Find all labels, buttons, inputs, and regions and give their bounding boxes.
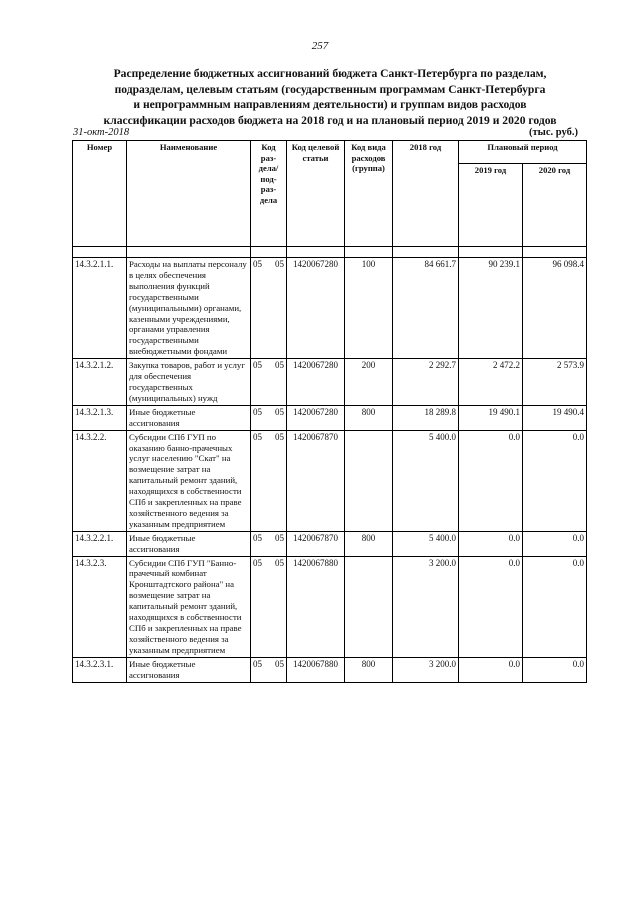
row-value-2018: 5 400.0 — [393, 531, 459, 556]
table-row — [73, 556, 587, 657]
row-target-code: 1420067870 — [287, 430, 345, 531]
row-number: 14.3.2.3.1. — [73, 657, 127, 682]
row-value-2019: 19 490.1 — [459, 405, 523, 430]
table-row — [73, 430, 587, 531]
row-value-2020: 0.0 — [523, 430, 587, 531]
document-title — [70, 66, 590, 128]
row-target-code: 1420067880 — [287, 556, 345, 657]
row-section: 05 — [253, 658, 262, 669]
row-section-code — [251, 258, 287, 359]
row-expense-kind: 800 — [345, 657, 393, 682]
title-line: Распределение бюджетных ассигнований бюджета Санкт-Петербурга по разделам, — [113, 67, 547, 80]
row-value-2019: 0.0 — [459, 657, 523, 682]
table-row — [73, 258, 587, 359]
table-row — [73, 657, 587, 682]
document-date: 31-окт-2018 — [73, 127, 130, 138]
row-target-code: 1420067870 — [287, 531, 345, 556]
row-number: 14.3.2.3. — [73, 556, 127, 657]
row-section: 05 — [253, 557, 262, 568]
header-section-code: Код раз-дела/ под-раз-дела — [251, 141, 287, 247]
row-value-2018: 18 289.8 — [393, 405, 459, 430]
title-line: и непрограммным направлениям деятельности) и группам видов расходов — [133, 98, 527, 111]
row-target-code: 1420067280 — [287, 258, 345, 359]
row-value-2020: 2 573.9 — [523, 359, 587, 406]
row-name: Субсидии СПб ГУП "Банно-прачечный комбинат Кронштадтского района" на возмещение затрат на капитальный ремонт зданий, находящихся в собственности СПб и закрепленных на праве хозяйственного ведения за указанным предприятием — [127, 556, 251, 657]
row-value-2020: 19 490.4 — [523, 405, 587, 430]
row-expense-kind — [345, 556, 393, 657]
row-section: 05 — [253, 406, 262, 417]
title-line: подразделам, целевым статьям (государственным программам Санкт-Петербурга — [114, 82, 546, 96]
row-name: Иные бюджетные ассигнования — [127, 531, 251, 556]
row-expense-kind: 800 — [345, 531, 393, 556]
row-name: Иные бюджетные ассигнования — [127, 657, 251, 682]
row-section-code — [251, 556, 287, 657]
row-section-code — [251, 405, 287, 430]
header-name: Наименование — [127, 141, 251, 247]
spacer-row — [73, 247, 587, 258]
row-number: 14.3.2.2. — [73, 430, 127, 531]
row-name: Расходы на выплаты персоналу в целях обеспечения выполнения функций государственными (муниципальными) органами, казенными учреждениями, органами управления государственными внебюджетными фондами — [127, 258, 251, 359]
row-subsection: 05 — [275, 532, 284, 543]
row-expense-kind — [345, 430, 393, 531]
row-value-2019: 0.0 — [459, 556, 523, 657]
header-2018: 2018 год — [393, 141, 459, 247]
header-number: Номер — [73, 141, 127, 247]
row-value-2019: 2 472.2 — [459, 359, 523, 406]
header-target-code: Код целевой статьи — [287, 141, 345, 247]
header-2019: 2019 год — [459, 164, 523, 247]
row-value-2019: 90 239.1 — [459, 258, 523, 359]
row-expense-kind: 100 — [345, 258, 393, 359]
budget-table — [72, 140, 587, 683]
title-line: классификации расходов бюджета на 2018 год и на плановый период 2019 и 2020 годов — [103, 113, 557, 127]
table-row — [73, 359, 587, 406]
row-value-2018: 5 400.0 — [393, 430, 459, 531]
row-value-2019: 0.0 — [459, 531, 523, 556]
row-value-2018: 3 200.0 — [393, 657, 459, 682]
row-section: 05 — [253, 532, 262, 543]
header-2020: 2020 год — [523, 164, 587, 247]
row-section-code — [251, 430, 287, 531]
row-section-code — [251, 657, 287, 682]
row-subsection: 05 — [275, 431, 284, 442]
row-number: 14.3.2.1.3. — [73, 405, 127, 430]
table-row — [73, 531, 587, 556]
row-target-code: 1420067880 — [287, 657, 345, 682]
row-target-code: 1420067280 — [287, 405, 345, 430]
page-number: 257 — [311, 40, 329, 52]
row-expense-kind: 200 — [345, 359, 393, 406]
units-label: (тыс. руб.) — [529, 127, 578, 138]
row-expense-kind: 800 — [345, 405, 393, 430]
row-section: 05 — [253, 259, 262, 269]
row-section-code — [251, 531, 287, 556]
header-planned-period: Плановый период — [459, 141, 587, 164]
row-number: 14.3.2.1.1. — [73, 258, 127, 359]
row-name: Закупка товаров, работ и услуг для обеспечения государственных (муниципальных) нужд — [127, 359, 251, 406]
row-subsection: 05 — [275, 259, 284, 269]
row-value-2020: 0.0 — [523, 556, 587, 657]
row-value-2020: 0.0 — [523, 657, 587, 682]
row-value-2018: 3 200.0 — [393, 556, 459, 657]
header-expense-kind: Код вида расходов (группа) — [345, 141, 393, 247]
row-section: 05 — [253, 431, 262, 442]
row-value-2018: 84 661.7 — [393, 258, 459, 359]
row-value-2020: 0.0 — [523, 531, 587, 556]
row-subsection: 05 — [275, 557, 284, 568]
row-section: 05 — [253, 360, 262, 371]
row-subsection: 05 — [275, 658, 284, 669]
row-number: 14.3.2.2.1. — [73, 531, 127, 556]
row-target-code: 1420067280 — [287, 359, 345, 406]
row-name: Субсидии СПб ГУП по оказанию банно-прачечных услуг населению "Скат" на возмещение затрат на капитальный ремонт зданий, находящихся в собственности СПб и закрепленных на праве хозяйственного ведения за указанным предприятием — [127, 430, 251, 531]
table-row — [73, 405, 587, 430]
row-subsection: 05 — [275, 406, 284, 417]
row-value-2018: 2 292.7 — [393, 359, 459, 406]
row-subsection: 05 — [275, 360, 284, 371]
row-value-2020: 96 098.4 — [523, 258, 587, 359]
row-number: 14.3.2.1.2. — [73, 359, 127, 406]
row-section-code — [251, 359, 287, 406]
row-value-2019: 0.0 — [459, 430, 523, 531]
row-name: Иные бюджетные ассигнования — [127, 405, 251, 430]
